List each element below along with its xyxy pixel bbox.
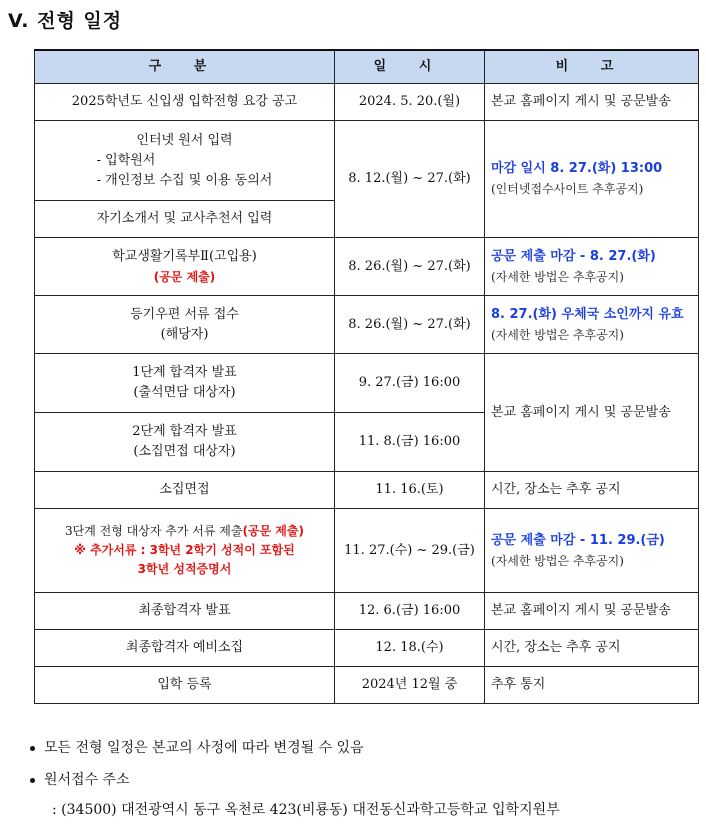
row-remark <box>485 121 699 238</box>
bullet-icon <box>30 746 35 751</box>
row-category: 최종합격자 예비소집 <box>35 630 335 667</box>
category-sub: (출석면담 대상자) <box>133 385 236 400</box>
table-row <box>35 667 699 704</box>
category-line: - 입학원서 <box>96 152 156 168</box>
category-sub: (소집면접 대상자) <box>133 444 236 459</box>
notes <box>30 736 560 822</box>
category-line: 등기우편 서류 접수 <box>130 306 239 322</box>
row-datetime: 9. 27.(금) 16:00 <box>335 354 485 413</box>
category-line: 학교생활기록부Ⅱ(고입용) <box>112 248 257 264</box>
row-remark <box>485 296 699 354</box>
remark-sub: (인터넷접수사이트 추후공지) <box>491 182 644 196</box>
category-red-note: 3학년 성적증명서 <box>137 562 232 576</box>
remark-sub: (자세한 방법은 추후공지) <box>491 269 624 284</box>
table-row <box>35 593 699 630</box>
row-category <box>35 238 335 296</box>
row-datetime: 2024년 12월 중 <box>335 667 485 704</box>
remark-highlight: 마감 일시 8. 27.(화) 13:00 <box>491 161 663 176</box>
row-datetime: 12. 6.(금) 16:00 <box>335 593 485 630</box>
row-category: 입학 등록 <box>35 667 335 704</box>
row-category <box>35 121 335 201</box>
bullet-icon <box>30 778 35 783</box>
row-remark: 본교 홈페이지 게시 및 공문발송 <box>485 354 699 472</box>
row-category <box>35 354 335 413</box>
row-category: 최종합격자 발표 <box>35 593 335 630</box>
row-category <box>35 296 335 354</box>
table-row <box>35 296 699 354</box>
row-datetime: 12. 18.(수) <box>335 630 485 667</box>
table-row <box>35 121 699 201</box>
remark-highlight: 공문 제출 마감 - 8. 27.(화) <box>491 248 656 264</box>
row-category: 2025학년도 신입생 입학전형 요강 공고 <box>35 84 335 121</box>
row-category: 소집면접 <box>35 472 335 509</box>
row-remark: 본교 홈페이지 게시 및 공문발송 <box>485 84 699 121</box>
row-remark <box>485 238 699 296</box>
row-remark: 시간, 장소는 추후 공지 <box>485 630 699 667</box>
section-title: V. 전형 일정 <box>8 10 123 32</box>
schedule-table <box>34 49 699 704</box>
row-datetime: 2024. 5. 20.(월) <box>335 84 485 121</box>
category-red: (공문 제출) <box>153 269 216 284</box>
row-remark: 본교 홈페이지 게시 및 공문발송 <box>485 593 699 630</box>
category-red-note: ※ 추가서류 : 3학년 2학기 성적이 포함된 <box>74 543 295 557</box>
header-category: 구 분 <box>35 50 335 84</box>
table-row <box>35 472 699 509</box>
row-datetime: 8. 26.(월) ~ 27.(화) <box>335 296 485 354</box>
category-line: 1단계 합격자 발표 <box>132 365 237 380</box>
note-item <box>30 736 560 760</box>
note-item <box>30 768 560 792</box>
address: : (34500) 대전광역시 동구 옥천로 423(비룡동) 대전동신과학고등학교 입학지원부 <box>52 802 560 818</box>
row-remark: 추후 통지 <box>485 667 699 704</box>
category-red: (공문 제출) <box>242 524 304 538</box>
row-datetime: 11. 8.(금) 16:00 <box>335 413 485 472</box>
table-row <box>35 238 699 296</box>
remark-highlight: 8. 27.(화) 우체국 소인까지 유효 <box>491 306 684 322</box>
category-line <box>41 522 328 541</box>
row-datetime: 8. 12.(월) ~ 27.(화) <box>335 121 485 238</box>
row-datetime: 8. 26.(월) ~ 27.(화) <box>335 238 485 296</box>
category-sub: (해당자) <box>160 326 209 342</box>
category-line: 인터넷 원서 입력 <box>136 132 233 148</box>
table-row <box>35 630 699 667</box>
note-text: 원서접수 주소 <box>44 772 130 788</box>
table-row <box>35 354 699 413</box>
row-category: 자기소개서 및 교사추천서 입력 <box>35 201 335 238</box>
row-datetime: 11. 27.(수) ~ 29.(금) <box>335 509 485 593</box>
category-line: 2단계 합격자 발표 <box>132 424 237 439</box>
header-remark: 비 고 <box>485 50 699 84</box>
category-list <box>97 131 273 191</box>
row-datetime: 11. 16.(토) <box>335 472 485 509</box>
category-text: 3단계 전형 대상자 추가 서류 제출 <box>65 524 243 538</box>
remark-highlight: 공문 제출 마감 - 11. 29.(금) <box>491 532 665 548</box>
category-line: - 개인정보 수집 및 이용 동의서 <box>96 172 273 188</box>
row-remark: 시간, 장소는 추후 공지 <box>485 472 699 509</box>
table-row <box>35 84 699 121</box>
row-category <box>35 413 335 472</box>
remark-sub: (자세한 방법은 추후공지) <box>491 553 624 568</box>
table-header-row <box>35 50 699 84</box>
table-row <box>35 509 699 593</box>
row-remark <box>485 509 699 593</box>
remark-sub: (자세한 방법은 추후공지) <box>491 327 624 342</box>
header-datetime: 일 시 <box>335 50 485 84</box>
note-text: 모든 전형 일정은 본교의 사정에 따라 변경될 수 있음 <box>44 740 364 756</box>
row-category <box>35 509 335 593</box>
